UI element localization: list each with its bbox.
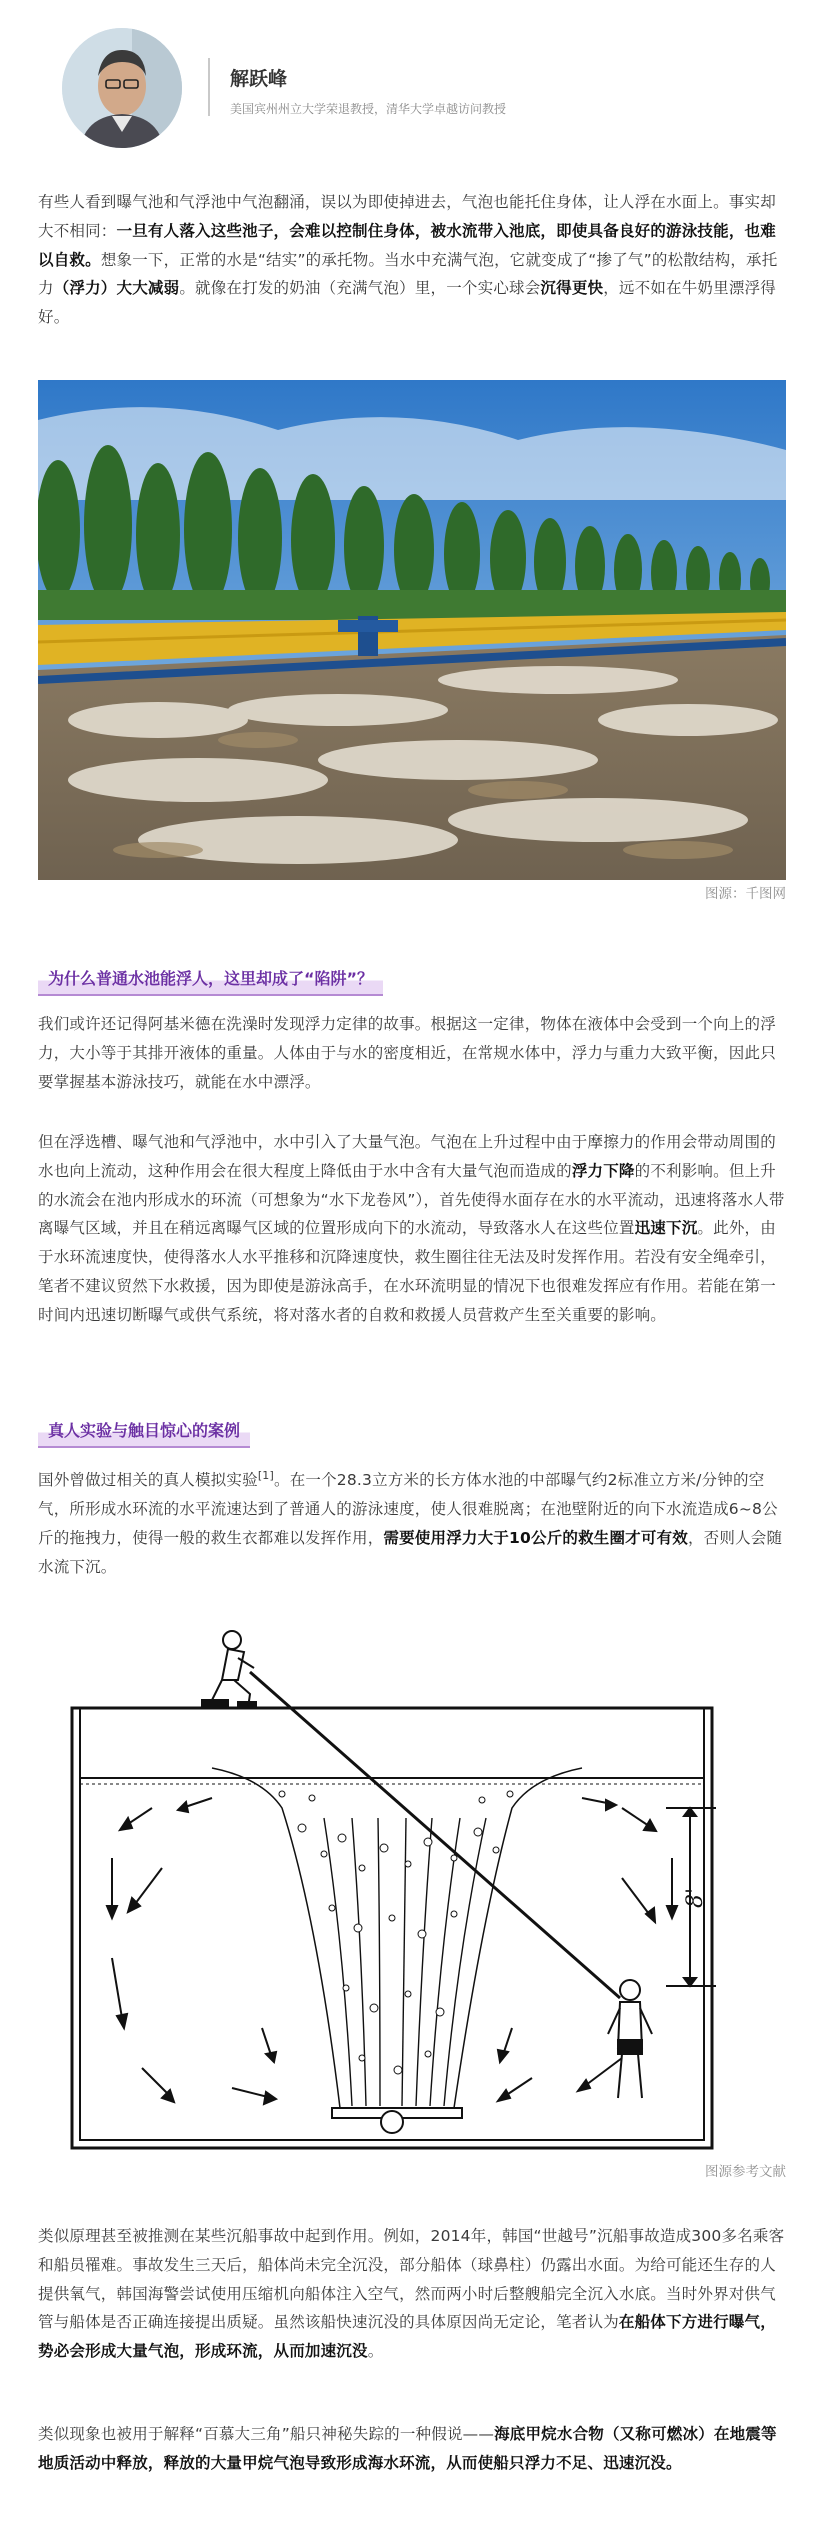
section1-paragraph-1: 我们或许还记得阿基米德在洗澡时发现浮力定律的故事。根据这一定律，物体在液体中会受到一个向上的浮力，大小等于其排开液体的重量。人体由于与水的密度相近，在常规水体中，浮力与重力大致平衡，因此只要掌握基本游泳技巧，就能在水中漂浮。 [38, 1015, 776, 1091]
section2-paragraph-1: 国外曾做过相关的真人模拟实验[1]。在一个28.3立方米的长方体水池的中部曝气约2标准立方米/分钟的空气，所形成水环流的水平流速达到了普通人的游泳速度，使人很难脱离；在池壁附近的向下水流造成6~8公斤的拖拽力，使得一般的救生衣都难以发挥作用，需要使用浮力大于10公斤的救生圈才可有效，否则人会随水流下沉。 [38, 1469, 783, 1576]
author-avatar [62, 28, 182, 148]
section-title-experiment-text: 真人实验与触目惊心的案例 [48, 1421, 241, 1440]
section-title-trap-text: 为什么普通水池能浮人，这里却成了“陷阱”？ [48, 969, 374, 988]
section-title-underline [38, 994, 383, 996]
intro-paragraph: 有些人看到曝气池和气浮池中气泡翻涌，误以为即使掉进去，气泡也能托住身体，让人浮在水面上。事实却大不相同：一旦有人落入这些池子，会难以控制住身体，被水流带入池底，即使具备良好的游泳技能，也难以自救。想象一下，正常的水是“结实”的承托物。当水中充满气泡，它就变成了“掺了气”的松散结构，承托力（浮力）大大减弱。就像在打发的奶油（充满气泡）里，一个实心球会沉得更快，远不如在牛奶里漂浮得好。 [38, 193, 778, 327]
diagram-caption: 图源参考文献 [705, 2164, 786, 2180]
author-header [62, 28, 762, 148]
section-title-trap [38, 962, 383, 996]
author-name: 解跃峰 [230, 68, 288, 90]
section2-paragraph-2: 类似原理甚至被推测在某些沉船事故中起到作用。例如，2014年，韩国“世越号”沉船事故造成300多名乘客和船员罹难。事故发生三天后，船体尚未完全沉没，部分船体（球鼻柱）仍露出水面。为给可能还生存的人提供氧气，韩国海警尝试使用压缩机向船体注入空气，然而两小时后整艘船完全沉入水底。当时外界对供气管与船体是否正确连接提出质疑。虽然该船快速沉没的具体原因尚无定论，笔者认为在船体下方进行曝气，势必会形成大量气泡，形成环流，从而加速沉没。 [38, 2227, 785, 2361]
section1-paragraph-2: 但在浮选槽、曝气池和气浮池中，水中引入了大量气泡。气泡在上升过程中由于摩擦力的作用会带动周围的水也向上流动，这种作用会在很大程度上降低由于水中含有大量气泡而造成的浮力下降的不利影响。但上升的水流会在池内形成水的环流（可想象为“水下龙卷风”），首先使得水面存在水的水平流动，迅速将落水人带离曝气区域，并且在稍远离曝气区域的位置形成向下的水流动，导致落水人在这些位置迅速下沉。此外，由于水环流速度快，使得落水人水平推移和沉降速度快，救生圈往往无法及时发挥作用。若没有安全绳牵引，笔者不建议贸然下水救援，因为即使是游泳高手，在水环流明显的情况下也很难发挥应有作用。若能在第一时间内迅速切断曝气或供气系统，将对落水者的自救和救援人员营救产生至关重要的影响。 [38, 1133, 785, 1324]
section2-paragraph-3: 类似现象也被用于解释“百慕大三角”船只神秘失踪的一种假说——海底甲烷水合物（又称可燃冰）在地震等地质活动中释放，释放的大量甲烷气泡导致形成海水环流，从而使船只浮力不足、迅速沉没。 [38, 2425, 777, 2472]
section-title-underline [38, 1446, 250, 1448]
author-divider [208, 58, 210, 116]
photo-caption: 图源：千图网 [705, 886, 786, 902]
author-title: 美国宾州州立大学荣退教授，清华大学卓越访问教授 [230, 102, 507, 116]
aeration-tank-photo [38, 380, 786, 880]
diagram-depth-label: 8' [683, 1887, 708, 1908]
section-title-experiment [38, 1414, 250, 1448]
experiment-diagram [62, 1618, 742, 2158]
